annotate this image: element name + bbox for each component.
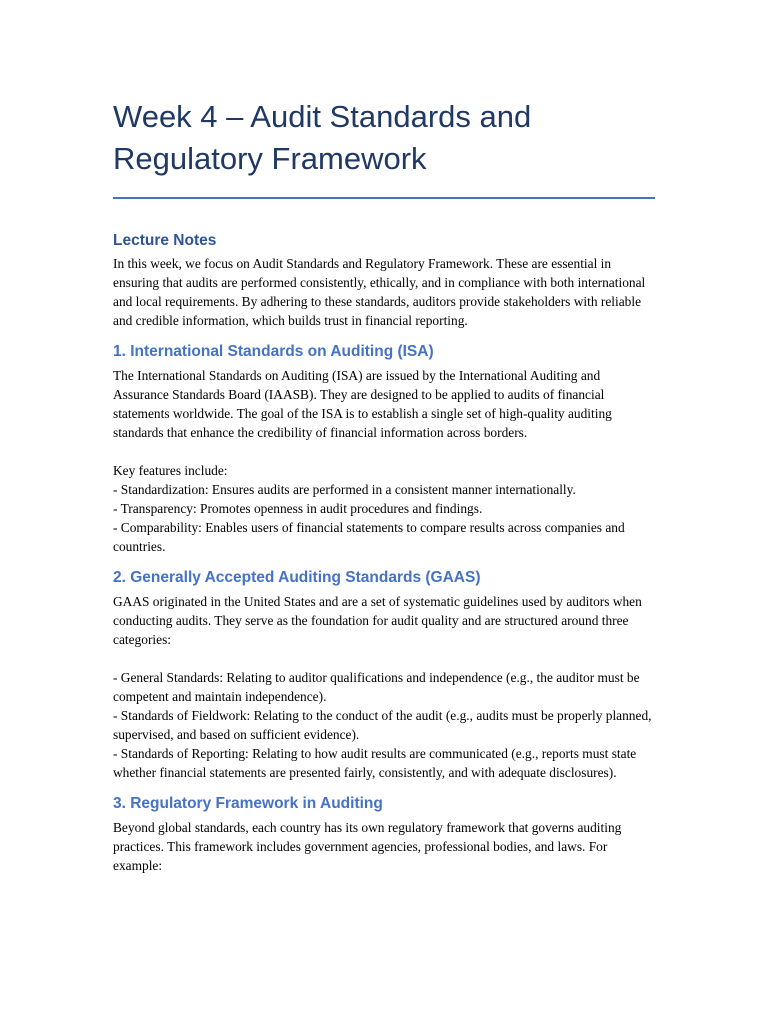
section-1-item-standardization: - Standardization: Ensures audits are performed in a consistent manner internationally.: [113, 482, 576, 497]
spacer: [113, 649, 657, 668]
title-line-1: Week 4 – Audit Standards and: [113, 99, 532, 134]
section-3-heading: 3. Regulatory Framework in Auditing: [113, 795, 383, 812]
lecture-notes-heading: Lecture Notes: [113, 232, 217, 249]
section-2-heading: 2. Generally Accepted Auditing Standards (GAAS): [113, 569, 481, 586]
section-1-intro: Key features include:: [113, 463, 228, 478]
section-2-item-general: - General Standards: Relating to auditor qualifications and independence (e.g., the auditor must be competent and maintain independence).: [113, 670, 640, 704]
section-1-item-comparability: - Comparability: Enables users of financial statements to compare results across companies and countries.: [113, 520, 625, 554]
section-1-heading: 1. International Standards on Auditing (ISA): [113, 343, 434, 360]
section-2-item-reporting: - Standards of Reporting: Relating to how audit results are communicated (e.g., reports must state whether financial statements are presented fairly, consistently, and with adequate disclosures).: [113, 746, 637, 780]
spacer: [113, 442, 657, 461]
title-underline: [113, 197, 655, 199]
section-1-paragraph: The International Standards on Auditing (ISA) are issued by the International Auditing and Assurance Standards Board (IAASB). They are designed to be applied to audits of financial statements worldwide. The goal of the ISA is to establish a single set of high-quality auditing standards that enhance the credibility of financial information across borders.: [113, 368, 612, 440]
section-2-item-fieldwork: - Standards of Fieldwork: Relating to the conduct of the audit (e.g., audits must be properly planned, supervised, and based on sufficient evidence).: [113, 708, 652, 742]
document-title: [113, 96, 657, 180]
section-3-paragraph: Beyond global standards, each country has its own regulatory framework that governs auditing practices. This framework includes government agencies, professional bodies, and laws. For example:: [113, 820, 622, 873]
document-page: [113, 96, 657, 875]
lecture-notes-paragraph: In this week, we focus on Audit Standards and Regulatory Framework. These are essential in ensuring that audits are performed consistently, ethically, and in compliance with both international and local requirements. By adhering to these standards, auditors provide stakeholders with reliable and credible information, which builds trust in financial reporting.: [113, 256, 646, 328]
title-line-2: Regulatory Framework: [113, 141, 427, 176]
section-2-paragraph: GAAS originated in the United States and are a set of systematic guidelines used by auditors when conducting audits. They serve as the foundation for audit quality and are structured around three categories:: [113, 594, 642, 647]
section-1-item-transparency: - Transparency: Promotes openness in audit procedures and findings.: [113, 501, 483, 516]
